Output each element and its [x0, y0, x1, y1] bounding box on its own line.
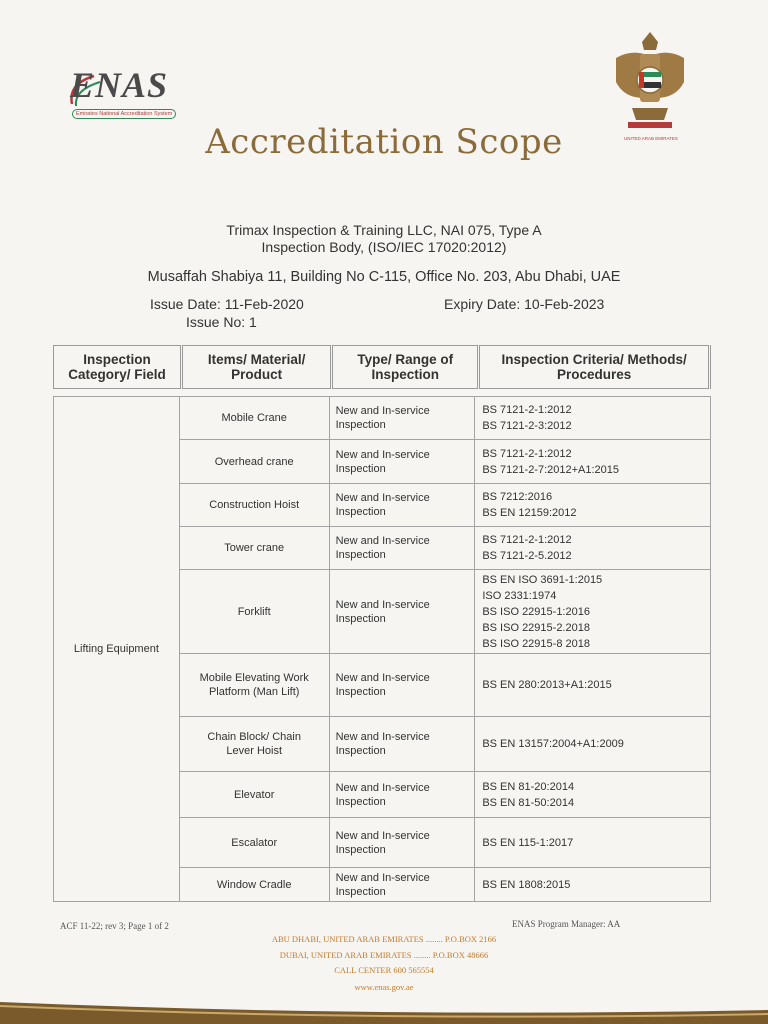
criteria-cell: BS EN 280:2013+A1:2015	[475, 654, 711, 717]
criteria-cell: BS EN 115-1:2017	[475, 818, 711, 868]
item-cell: Window Cradle	[179, 868, 329, 902]
company-line-2: Inspection Body, (ISO/IEC 17020:2012)	[261, 239, 507, 255]
type-cell: New and In-service Inspection	[329, 484, 475, 527]
item-cell: Tower crane	[179, 527, 329, 570]
website-link[interactable]: www.enas.gov.ae	[354, 982, 414, 992]
dubai-address: DUBAI, UNITED ARAB EMIRATES ........ P.O.BOX 48666	[279, 950, 489, 960]
form-reference: ACF 11-22; rev 3; Page 1 of 2	[60, 921, 169, 931]
item-cell: Chain Block/ Chain Lever Hoist	[179, 717, 329, 772]
criteria-cell: BS EN 81-20:2014 BS EN 81-50:2014	[475, 772, 711, 818]
type-cell: New and In-service Inspection	[329, 772, 475, 818]
abu-dhabi-address: ABU DHABI, UNITED ARAB EMIRATES ........ P.O.BOX 2166	[271, 934, 497, 944]
scope-table-body	[53, 396, 711, 902]
criteria-cell: BS 7121-2-1:2012 BS 7121-2-7:2012+A1:2015	[475, 440, 711, 484]
company-line-1: Trimax Inspection & Training LLC, NAI 075, Type A	[226, 222, 542, 238]
col-header-type: Type/ Range of Inspection	[332, 346, 479, 389]
item-cell: Escalator	[179, 818, 329, 868]
item-cell: Overhead crane	[179, 440, 329, 484]
expiry-date: Expiry Date: 10-Feb-2023	[444, 296, 605, 312]
type-cell: New and In-service Inspection	[329, 440, 475, 484]
col-header-items: Items/ Material/ Product	[182, 346, 332, 389]
col-header-category: Inspection Category/ Field	[54, 346, 182, 389]
criteria-cell: BS 7212:2016 BS EN 12159:2012	[475, 484, 711, 527]
page-title: Accreditation Scope	[205, 122, 563, 162]
item-cell: Elevator	[179, 772, 329, 818]
logo-tagline: Emirates National Accreditation System	[72, 109, 176, 119]
scope-table-header	[53, 345, 711, 389]
item-cell: Construction Hoist	[179, 484, 329, 527]
col-header-criteria: Inspection Criteria/ Methods/ Procedures	[479, 346, 710, 389]
criteria-cell: BS EN 13157:2004+A1:2009	[475, 717, 711, 772]
call-center: CALL CENTER 600 565554	[334, 965, 434, 975]
criteria-cell: BS 7121-2-1:2012 BS 7121-2-5.2012	[475, 527, 711, 570]
enas-logo	[66, 64, 200, 126]
type-cell: New and In-service Inspection	[329, 818, 475, 868]
issue-number: Issue No: 1	[186, 314, 257, 330]
type-cell: New and In-service Inspection	[329, 717, 475, 772]
type-cell: New and In-service Inspection	[329, 570, 475, 654]
criteria-cell: BS 7121-2-1:2012 BS 7121-2-3:2012	[475, 397, 711, 440]
type-cell: New and In-service Inspection	[329, 654, 475, 717]
item-cell: Mobile Crane	[179, 397, 329, 440]
table-row	[54, 397, 711, 440]
company-address: Musaffah Shabiya 11, Building No C-115, Office No. 203, Abu Dhabi, UAE	[147, 269, 621, 285]
logo-text: ENAS	[70, 65, 169, 105]
item-cell: Forklift	[179, 570, 329, 654]
type-cell: New and In-service Inspection	[329, 397, 475, 440]
type-cell: New and In-service Inspection	[329, 868, 475, 902]
criteria-cell: BS EN 1808:2015	[475, 868, 711, 902]
item-cell: Mobile Elevating Work Platform (Man Lift)	[179, 654, 329, 717]
type-cell: New and In-service Inspection	[329, 527, 475, 570]
program-manager: ENAS Program Manager: AA	[512, 919, 621, 929]
criteria-cell: BS EN ISO 3691-1:2015 ISO 2331:1974 BS ISO 22915-1:2016 BS ISO 22915-2.2018 BS ISO 22915-8 2018	[475, 570, 711, 654]
emblem-caption: UNITED ARAB EMIRATES	[624, 136, 678, 141]
decorative-border-icon	[0, 996, 768, 1024]
category-cell: Lifting Equipment	[54, 397, 180, 902]
issue-date: Issue Date: 11-Feb-2020	[150, 296, 304, 312]
